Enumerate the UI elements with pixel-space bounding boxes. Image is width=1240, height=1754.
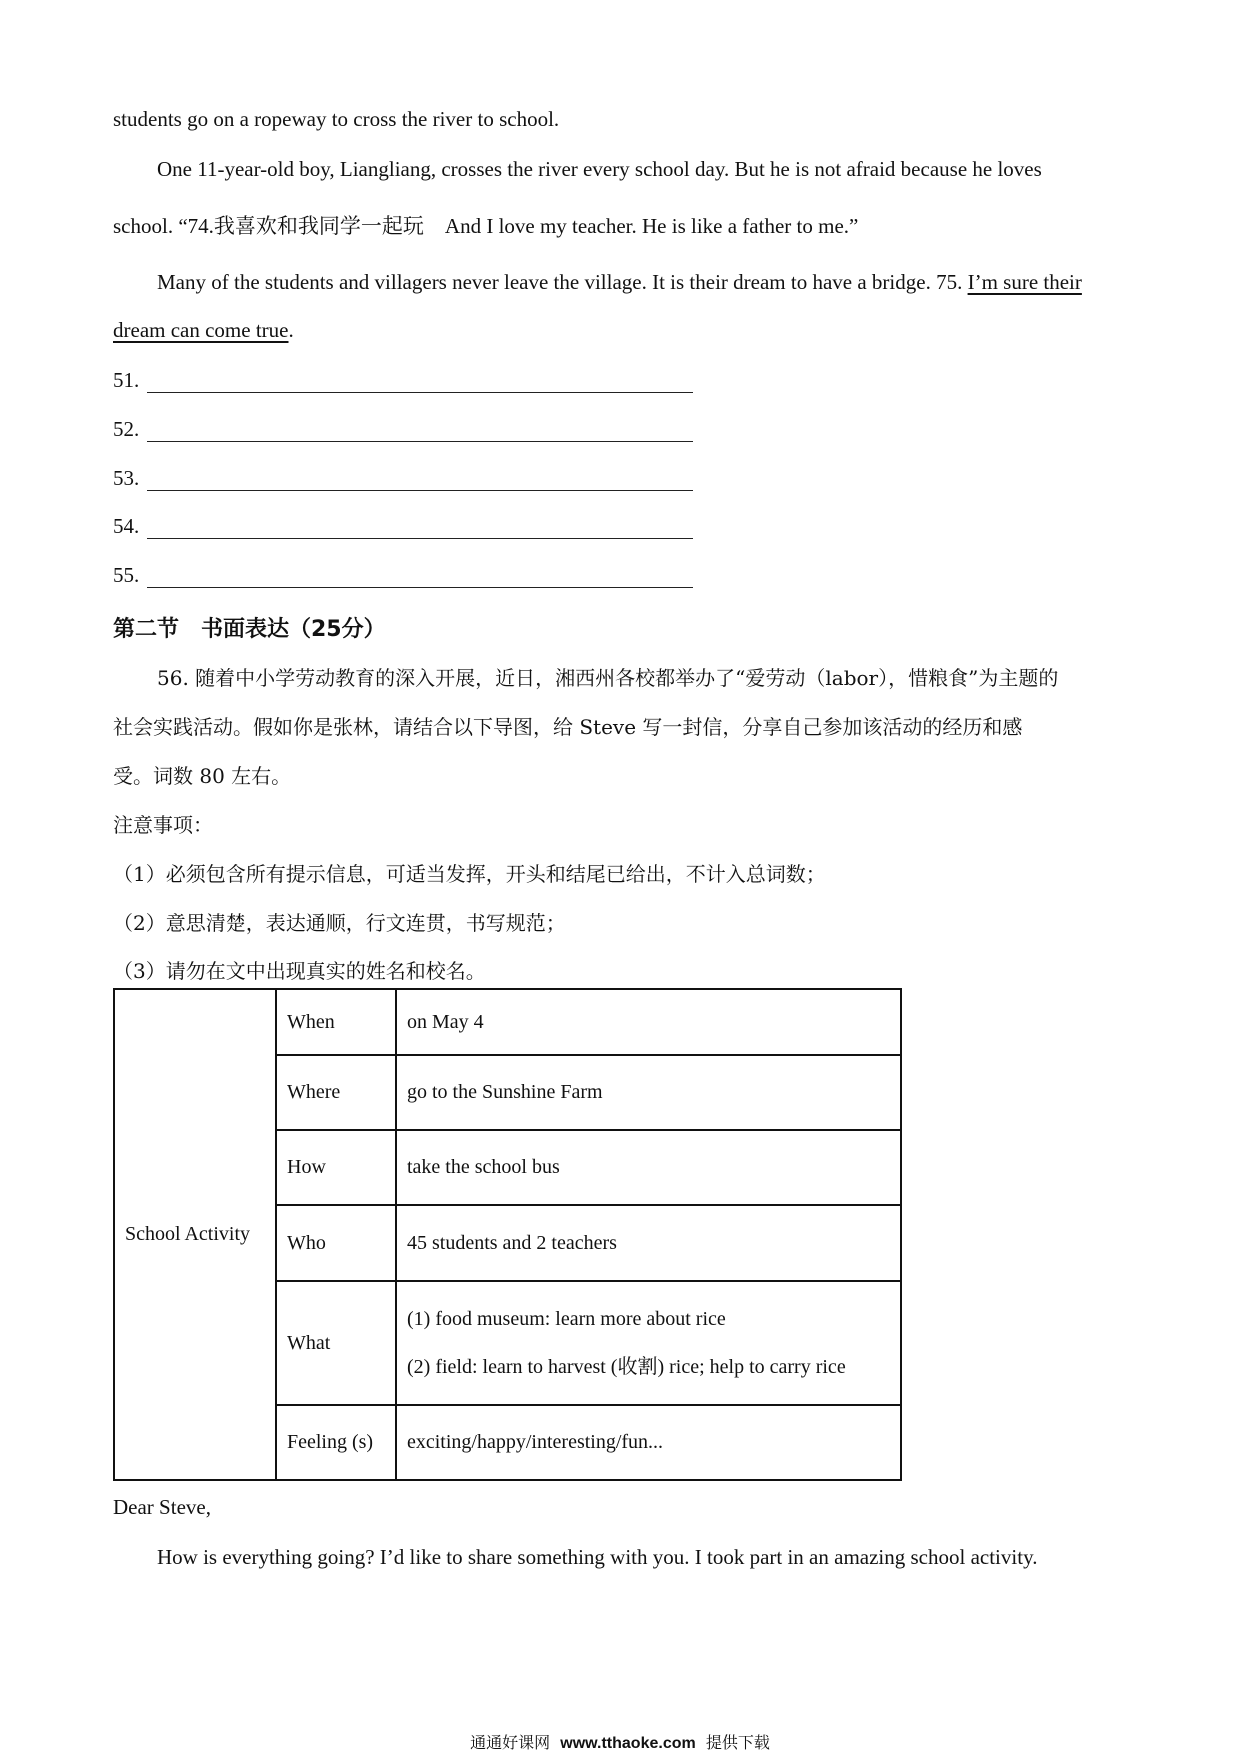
- blank-number: 55.: [113, 563, 140, 587]
- passage-text: .: [288, 318, 294, 342]
- what-item: (2) field: learn to harvest (收割) rice; help to carry rice: [407, 1356, 846, 1378]
- footer-note: 提供下载: [705, 1733, 770, 1752]
- translation-prompt-74: 我喜欢和我同学一起玩: [213, 214, 424, 238]
- blank-number: 52.: [113, 417, 140, 441]
- answer-blank-row[interactable]: [113, 417, 693, 442]
- answer-line[interactable]: [147, 516, 693, 539]
- blank-number: 54.: [113, 514, 140, 538]
- passage-text: Many of the students and villagers never leave the village. It is their dream to have a bridge. 75.: [157, 270, 968, 294]
- answer-blank-row[interactable]: [113, 514, 693, 539]
- row-label-cell: Where: [276, 1055, 396, 1130]
- passage-line: [157, 270, 1082, 295]
- row-value-cell: 45 students and 2 teachers: [396, 1205, 901, 1281]
- row-label-cell: Who: [276, 1205, 396, 1281]
- letter-opening: How is everything going? I’d like to share something with you. I took part in an amazing school activity.: [157, 1545, 1038, 1569]
- underlined-sentence-75: dream can come true: [113, 318, 289, 342]
- answer-blank-row[interactable]: [113, 368, 693, 393]
- footer-brand: 通通好课网: [470, 1733, 551, 1752]
- prompt-line: 56. 随着中小学劳动教育的深入开展，近日，湘西州各校都举办了“爱劳动（labor），惜粮食”为主题的: [157, 666, 1059, 690]
- row-value-cell: exciting/happy/interesting/fun...: [396, 1405, 901, 1480]
- answer-line[interactable]: [147, 468, 693, 491]
- blank-number: 53.: [113, 466, 140, 490]
- note-item: （2）意思清楚，表达通顺，行文连贯，书写规范；: [113, 911, 566, 935]
- note-item: （1）必须包含所有提示信息，可适当发挥，开头和结尾已给出，不计入总词数；: [113, 862, 826, 886]
- underlined-sentence-75: I’m sure their: [967, 270, 1082, 294]
- blank-number: 51.: [113, 368, 140, 392]
- row-label-cell: Feeling (s): [276, 1405, 396, 1480]
- prompt-line: 社会实践活动。假如你是张林，请结合以下导图，给 Steve 写一封信，分享自己参加该活动的经历和感: [113, 715, 1023, 739]
- group-label-cell: School Activity: [114, 989, 276, 1480]
- row-value-cell: go to the Sunshine Farm: [396, 1055, 901, 1130]
- row-label-cell: What: [276, 1281, 396, 1405]
- note-item: （3）请勿在文中出现真实的姓名和校名。: [113, 959, 486, 983]
- answer-blank-row[interactable]: [113, 563, 693, 588]
- footer-site: www.tthaoke.com: [560, 1735, 696, 1752]
- passage-line: students go on a ropeway to cross the river to school.: [113, 107, 560, 131]
- row-value-cell: on May 4: [396, 989, 901, 1055]
- row-value-cell: take the school bus: [396, 1130, 901, 1205]
- passage-line: One 11-year-old boy, Liangliang, crosses the river every school day. But he is not afraid because he loves: [157, 157, 1042, 181]
- answer-blank-row[interactable]: [113, 466, 693, 491]
- activity-info-table: [113, 988, 902, 1481]
- row-value-cell: [396, 1281, 901, 1405]
- letter-salutation: Dear Steve,: [113, 1495, 211, 1519]
- page-footer: [0, 1730, 1240, 1753]
- row-label-cell: How: [276, 1130, 396, 1205]
- table-row: [114, 989, 901, 1055]
- what-item: (1) food museum: learn more about rice: [407, 1308, 726, 1330]
- answer-line[interactable]: [147, 370, 693, 393]
- passage-text: And I love my teacher. He is like a father to me.”: [444, 214, 859, 238]
- section-heading: 第二节 书面表达（25分）: [113, 617, 386, 642]
- answer-line[interactable]: [147, 565, 693, 588]
- passage-line: [113, 210, 858, 240]
- notes-title: 注意事项：: [113, 813, 213, 837]
- passage-line: [113, 318, 294, 343]
- answer-line[interactable]: [147, 419, 693, 442]
- passage-text: school. “74.: [113, 214, 214, 238]
- prompt-line: 受。词数 80 左右。: [113, 764, 292, 788]
- row-label-cell: When: [276, 989, 396, 1055]
